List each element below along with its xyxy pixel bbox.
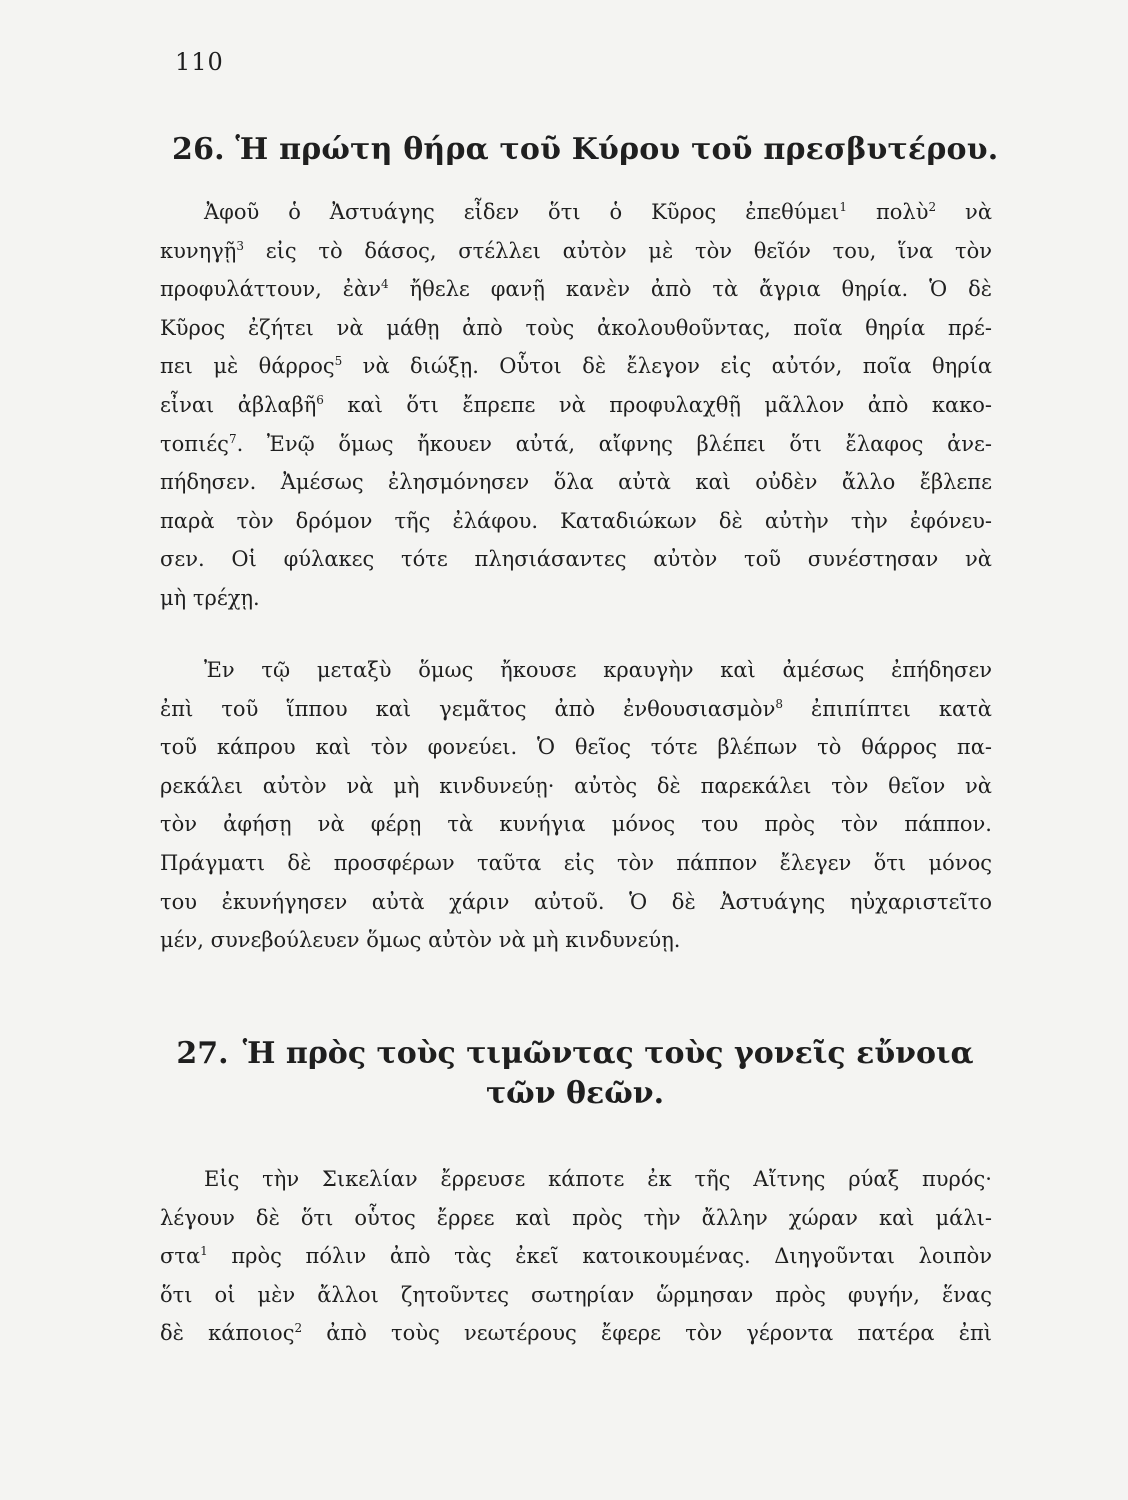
text-line (160, 690, 992, 729)
text-run: μὴ τρέχῃ. (160, 585, 260, 610)
section-27-heading (160, 1034, 990, 1114)
text-run: ρεκάλει αὐτὸν νὰ μὴ κινδυνεύῃ· αὐτὸς δὲ παρεκάλει τὸν θεῖον νὰ (160, 773, 992, 798)
text-run: νὰ (936, 200, 992, 224)
text-run: τοπιές (160, 431, 229, 456)
text-line (160, 270, 992, 309)
section-26-paragraph-2 (160, 651, 992, 960)
text-run: Ἀφοῦ ὁ Ἀστυάγης εἶδεν ὅτι ὁ Κῦρος ἐπεθύμει (204, 200, 840, 224)
text-line (160, 921, 992, 960)
text-run: ἐπὶ τοῦ ἵππου καὶ γεμᾶτος ἀπὸ ἐνθουσιασμὸν (160, 696, 776, 721)
section-27-number: 27. (176, 1036, 229, 1071)
text-line (160, 1160, 992, 1199)
text-run: καὶ ὅτι ἔπρεπε νὰ προφυλαχθῇ μᾶλλον ἀπὸ κακο- (323, 392, 992, 417)
text-line (160, 309, 992, 348)
text-run: Εἰς τὴν Σικελίαν ἔρρευσε κάποτε ἐκ τῆς Αἴτνης ρύαξ πυρός· (204, 1167, 992, 1191)
text-run: του ἐκυνήγησεν αὐτὰ χάριν αὐτοῦ. Ὁ δὲ Ἀστυάγης ηὐχαριστεῖτο (160, 889, 992, 914)
text-run: Κῦρος ἐζήτει νὰ μάθῃ ἀπὸ τοὺς ἀκολουθοῦντας, ποῖα θηρία πρέ- (160, 315, 992, 340)
footnote-marker: 2 (928, 200, 937, 214)
text-line (160, 651, 992, 690)
section-27-title-line-1: Ἡ πρὸς τοὺς τιμῶντας τοὺς γονεῖς εὔνοια (242, 1036, 974, 1071)
text-run: δὲ κάποιος (160, 1321, 295, 1346)
text-line (160, 386, 992, 425)
text-line (160, 844, 992, 883)
text-line (160, 1199, 992, 1238)
text-line (160, 425, 992, 464)
text-run: πει μὲ θάρρος (160, 354, 335, 379)
text-line (160, 502, 992, 541)
footnote-marker: 4 (380, 277, 389, 292)
text-run: πήδησεν. Ἀμέσως ἐλησμόνησεν ὅλα αὐτὰ καὶ οὐδὲν ἄλλο ἔβλεπε (160, 470, 992, 495)
footnote-marker: 1 (200, 1244, 208, 1259)
text-line (160, 1237, 992, 1276)
text-run: πρὸς πόλιν ἀπὸ τὰς ἐκεῖ κατοικουμένας. Διηγοῦνται λοιπὸν (207, 1244, 992, 1269)
text-line (160, 579, 992, 618)
footnote-marker: 5 (334, 354, 343, 369)
text-line (160, 1314, 992, 1353)
page-number: 110 (175, 48, 224, 76)
text-run: λέγουν δὲ ὅτι οὗτος ἔρρεε καὶ πρὸς τὴν ἄλλην χώραν καὶ μάλι- (160, 1205, 992, 1230)
text-run: ἀπὸ τοὺς νεωτέρους ἔφερε τὸν γέροντα πατέρα ἐπὶ (302, 1321, 992, 1346)
text-line (160, 540, 992, 579)
text-run: σεν. Οἱ φύλακες τότε πλησιάσαντες αὐτὸν τοῦ συνέστησαν νὰ (160, 547, 992, 572)
footnote-marker: 3 (236, 238, 245, 253)
text-run: εἰς τὸ δάσος, στέλλει αὐτὸν μὲ τὸν θεῖόν του, ἵνα τὸν (244, 238, 992, 263)
text-run: προφυλάττουν, ἐὰν (160, 277, 381, 302)
text-run: παρὰ τὸν δρόμον τῆς ἐλάφου. Καταδιώκων δὲ αὐτὴν τὴν ἐφόνευ- (160, 508, 992, 533)
text-run: τοῦ κάπρου καὶ τὸν φονεύει. Ὁ θεῖος τότε βλέπων τὸ θάρρος πα- (160, 735, 992, 760)
footnote-marker: 1 (839, 200, 847, 214)
text-line (160, 463, 992, 502)
footnote-marker: 6 (316, 392, 324, 407)
text-run: τὸν ἀφήσῃ νὰ φέρῃ τὰ κυνήγια μόνος του πρὸς τὸν πάππον. (160, 812, 992, 837)
text-run: ἤθελε φανῇ κανὲν ἀπὸ τὰ ἄγρια θηρία. Ὁ δὲ (388, 277, 992, 302)
text-run: κυνηγῇ (160, 238, 237, 263)
text-line (160, 232, 992, 271)
text-run: . Ἐνῷ ὅμως ἤκουεν αὐτά, αἴφνης βλέπει ὅτι ἔλαφος ἀνε- (236, 431, 992, 456)
section-27-paragraph-1 (160, 1160, 992, 1353)
section-26-paragraph-1 (160, 193, 992, 618)
text-run: ὅτι οἱ μὲν ἄλλοι ζητοῦντες σωτηρίαν ὥρμησαν πρὸς φυγήν, ἕνας (160, 1282, 992, 1307)
text-run: στα (160, 1244, 201, 1269)
text-line (160, 883, 992, 922)
text-line (160, 1276, 992, 1315)
text-line (160, 193, 992, 232)
section-27-title-line-2: τῶν θεῶν. (485, 1076, 665, 1111)
text-run: Πράγματι δὲ προσφέρων ταῦτα εἰς τὸν πάππον ἔλεγεν ὅτι μόνος (160, 850, 992, 875)
text-line (160, 805, 992, 844)
text-run: πολὺ (847, 200, 929, 224)
text-line (160, 728, 992, 767)
text-run: ἐπιπίπτει κατὰ (782, 696, 992, 721)
footnote-marker: 2 (294, 1321, 303, 1336)
footnote-marker: 7 (228, 431, 237, 446)
text-run: μέν, συνεβούλευεν ὅμως αὐτὸν νὰ μὴ κινδυνεύῃ. (160, 928, 681, 953)
text-line (160, 767, 992, 806)
text-line (160, 347, 992, 386)
footnote-marker: 8 (775, 696, 783, 711)
text-run: νὰ διώξῃ. Οὗτοι δὲ ἔλεγον εἰς αὐτόν, ποῖα θηρία (342, 354, 992, 379)
text-run: Ἐν τῷ μεταξὺ ὅμως ἤκουσε κραυγὴν καὶ ἀμέσως ἐπήδησεν (204, 658, 992, 682)
section-27-heading-line-1 (160, 1034, 990, 1074)
section-26-heading: 26. Ἡ πρώτη θήρα τοῦ Κύρου τοῦ πρεσβυτέρου. (172, 132, 999, 167)
text-run: εἶναι ἀβλαβῆ (160, 392, 317, 417)
